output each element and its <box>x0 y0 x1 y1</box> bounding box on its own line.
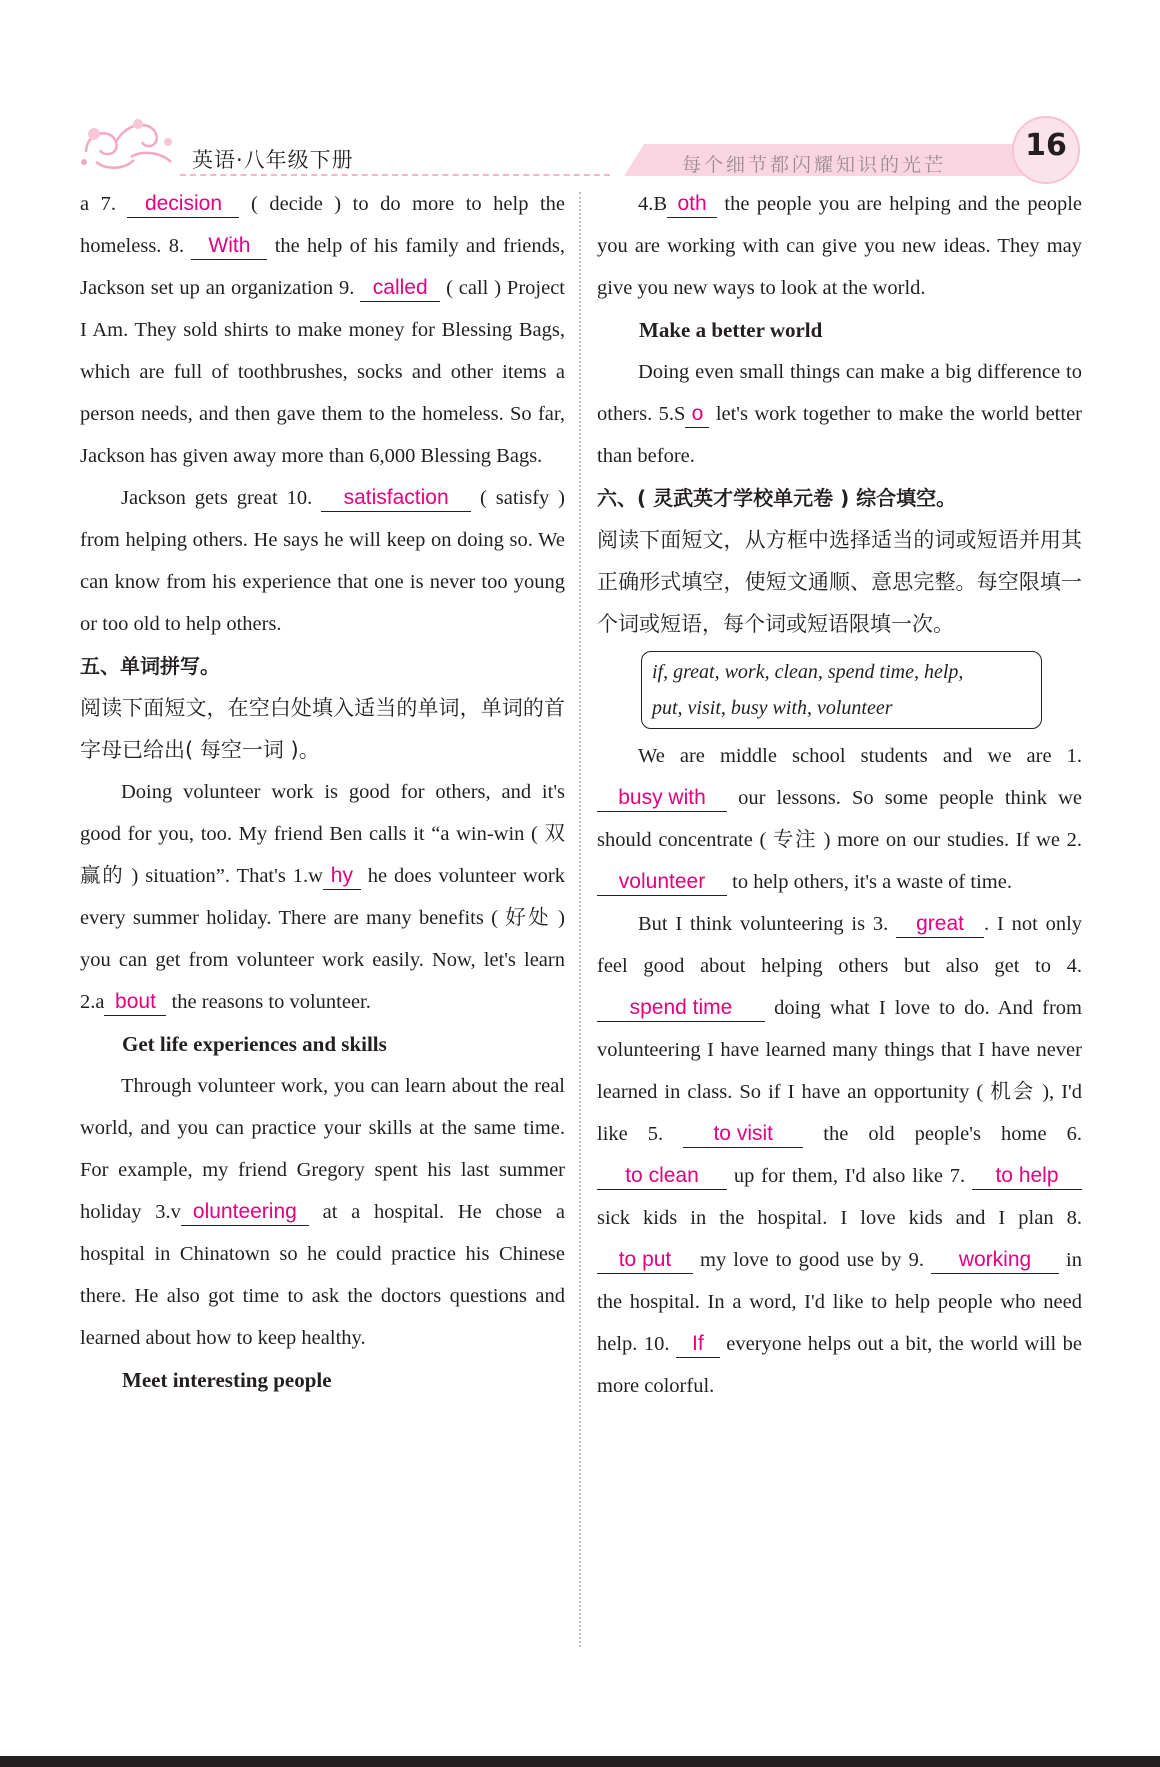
paragraph <box>597 903 1082 1407</box>
answer-blank-4: oth <box>667 191 717 218</box>
answer-blank-10: satisfaction <box>321 485 471 512</box>
answer-blank-7: decision <box>127 191 239 218</box>
book-title: 英语·八年级下册 <box>192 148 354 172</box>
text-run: let's work together to make the world better than before. <box>597 403 1082 467</box>
text-run: sick kids in the hospital. I love kids and I plan 8. <box>597 1207 1082 1229</box>
text-run: We are middle school students and we are 1. <box>638 745 1082 767</box>
text-run: a 7. <box>80 193 128 215</box>
text-run: . I not only feel good about helping others but also get to 4. <box>597 913 1083 977</box>
text-run: Jackson gets great 10. <box>121 487 322 509</box>
answer-blank-1: busy with <box>597 785 727 812</box>
text-run: up for them, I'd also like 7. <box>727 1165 972 1187</box>
section-five-title: 五、单词拼写。 <box>80 654 220 678</box>
paragraph <box>80 771 565 1023</box>
answer-blank-8: With <box>191 233 267 260</box>
text-run: my love to good use by 9. <box>693 1249 931 1271</box>
paragraph <box>80 477 565 645</box>
answer-blank-1: hy <box>323 863 361 890</box>
section-five-instructions: 阅读下面短文，在空白处填入适当的单词，单词的首字母已给出( 每空一词 )。 <box>80 696 565 762</box>
subheading: Make a better world <box>639 318 823 342</box>
page-header <box>0 100 1160 190</box>
text-run: ( call ) Project I Am. They sold shirts to make money for Blessing Bags, which are full of toothbrushes, socks and other items a person needs, and then gave them to the homeless. So far, Jackson has given away more than 6,000 Blessing Bags. <box>80 277 565 467</box>
text-run: everyone helps out a bit, the world will be more colorful. <box>597 1333 1082 1397</box>
text-run: ( decide ) to do more to help the homeless. 8. <box>80 193 565 257</box>
text-run: at a hospital. He chose a hospital in Chinatown so he could practice his Chinese there. He also got time to ask the doctors questions and learned about how to keep healthy. <box>80 1201 565 1349</box>
page-bottom-edge <box>0 1756 1160 1767</box>
left-column <box>80 183 565 1401</box>
answer-blank-3: great <box>896 911 984 938</box>
answer-blank-9: called <box>360 275 440 302</box>
text-run: to help others, it's a waste of time. <box>727 871 1012 893</box>
motto-text: 每个细节都闪耀知识的光芒 <box>682 154 947 176</box>
text-run: Doing even small things can make a big difference to others. 5.S <box>597 361 1082 425</box>
text-run: he does volunteer work every summer holiday. There are many benefits ( 好处 ) you can get from volunteer work easily. Now, let's learn 2.a <box>80 865 565 1013</box>
text-run: Doing volunteer work is good for others, and it's good for you, too. My friend Ben calls it “a win-win ( 双赢的 ) situation”. That's 1.w <box>80 781 565 887</box>
paragraph <box>597 351 1082 477</box>
answer-blank-2: volunteer <box>597 869 727 896</box>
answer-blank-6: to clean <box>597 1163 727 1190</box>
answer-blank-10: If <box>676 1331 720 1358</box>
text-run: the old people's home 6. <box>803 1123 1082 1145</box>
text-run: doing what I love to do. And from volunteering I have learned many things that I have never learned in class. So if I have an opportunity ( 机会 ), I'd like 5. <box>597 997 1082 1145</box>
header-divider <box>180 174 610 176</box>
paragraph <box>80 183 565 477</box>
answer-blank-4: spend time <box>597 995 765 1022</box>
text-run: the help of his family and friends, Jackson set up an organization 9. <box>80 235 565 299</box>
text-run: 4.B <box>638 193 668 215</box>
word-box <box>641 651 1042 729</box>
answer-blank-5: o <box>685 401 709 428</box>
text-run: ( satisfy ) from helping others. He says he will keep on doing so. We can know from his experience that one is never too young or too old to help others. <box>80 487 565 635</box>
word-box-line: put, visit, busy with, volunteer <box>652 697 893 719</box>
word-box-line: if, great, work, clean, spend time, help, <box>652 661 964 683</box>
answer-blank-5: to visit <box>683 1121 803 1148</box>
subheading: Meet interesting people <box>122 1368 332 1392</box>
text-run: our lessons. So some people think we should concentrate ( 专注 ) more on our studies. If we 2. <box>597 787 1082 851</box>
right-column <box>597 183 1082 1407</box>
paragraph <box>597 735 1082 903</box>
section-six-title: 六、( 灵武英才学校单元卷 ) 综合填空。 <box>597 486 957 510</box>
text-run: But I think volunteering is 3. <box>638 913 897 935</box>
paragraph <box>80 1065 565 1359</box>
page-number: 16 <box>1025 128 1067 163</box>
text-run: Through volunteer work, you can learn about the real world, and you can practice your skills at the same time. For example, my friend Gregory spent his last summer holiday 3.v <box>80 1075 565 1223</box>
answer-blank-8: to put <box>597 1247 693 1274</box>
answer-blank-7: to help <box>972 1163 1082 1190</box>
paragraph <box>597 183 1082 309</box>
text-run: the people you are helping and the people you are working with can give you new ideas. They may give you new ways to look at the world. <box>597 193 1082 299</box>
answer-blank-2: bout <box>104 989 166 1016</box>
answer-blank-3: olunteering <box>181 1199 309 1226</box>
text-run: in the hospital. In a word, I'd like to help people who need help. 10. <box>597 1249 1082 1355</box>
answer-blank-9: working <box>931 1247 1059 1274</box>
text-run: the reasons to volunteer. <box>166 991 371 1013</box>
section-six-instructions: 阅读下面短文，从方框中选择适当的词或短语并用其正确形式填空，使短文通顺、意思完整。每空限填一个词或短语，每个词或短语限填一次。 <box>597 528 1082 636</box>
column-divider <box>579 192 581 1647</box>
floral-ornament-icon <box>76 112 186 174</box>
subheading: Get life experiences and skills <box>122 1032 387 1056</box>
